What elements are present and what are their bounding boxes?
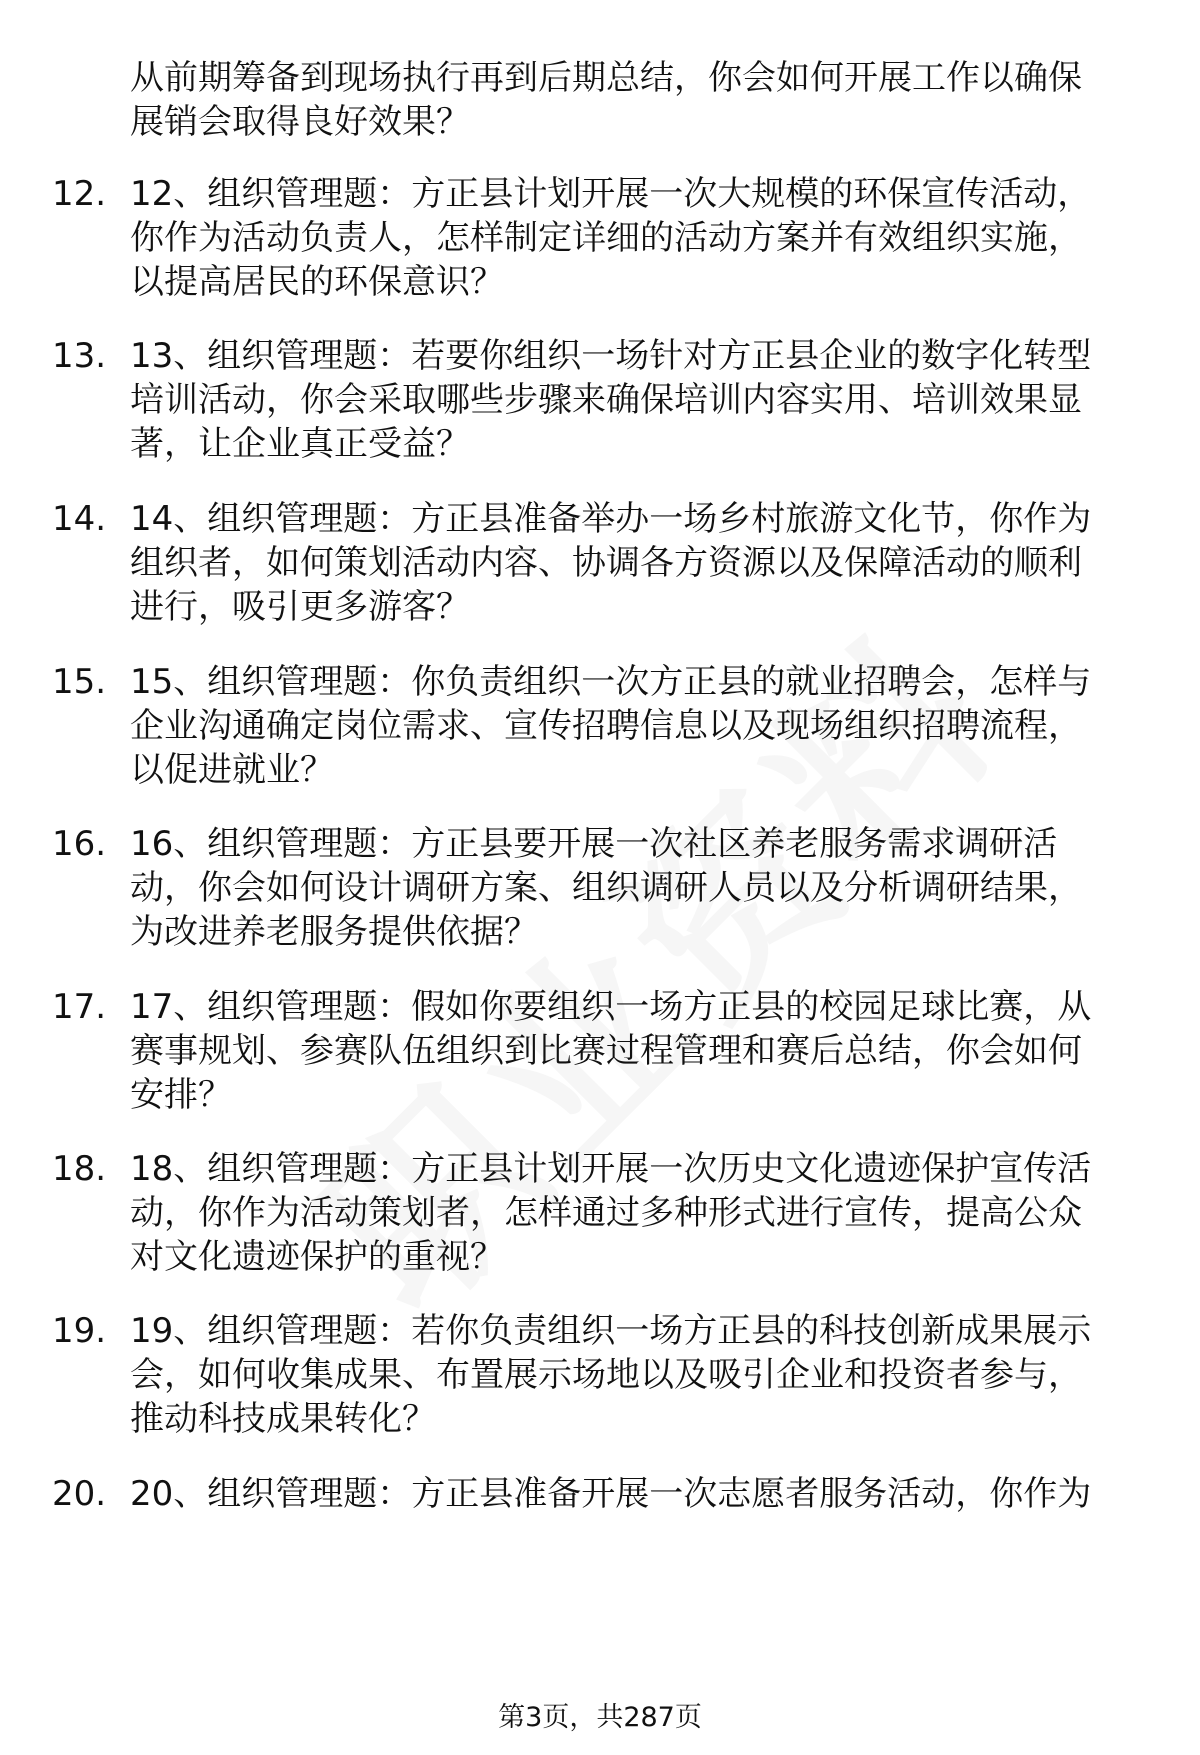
question-line: 动，你会如何设计调研方案、组织调研人员以及分析调研结果， (130, 868, 1082, 908)
question-line: 17、组织管理题：假如你要组织一场方正县的校园足球比赛，从 (130, 987, 1092, 1027)
question-line: 赛事规划、参赛队伍组织到比赛过程管理和赛后总结，你会如何 (130, 1031, 1082, 1071)
question-line: 13、组织管理题：若要你组织一场针对方正县企业的数字化转型 (130, 336, 1092, 376)
question-line: 15、组织管理题：你负责组织一次方正县的就业招聘会，怎样与 (130, 662, 1092, 702)
question-line: 培训活动，你会采取哪些步骤来确保培训内容实用、培训效果显 (130, 380, 1082, 420)
question-line: 14、组织管理题：方正县准备举办一场乡村旅游文化节，你作为 (130, 499, 1092, 539)
question-line: 会，如何收集成果、布置展示场地以及吸引企业和投资者参与， (130, 1355, 1082, 1395)
question-line: 动，你作为活动策划者，怎样通过多种形式进行宣传，提高公众 (130, 1193, 1082, 1233)
question-line: 你作为活动负责人，怎样制定详细的活动方案并有效组织实施， (130, 218, 1082, 258)
question-line: 安排？ (130, 1075, 232, 1115)
question-number: 13. (52, 336, 107, 376)
page-number: 第3页，共287页 (498, 1702, 702, 1733)
question-line: 以促进就业？ (130, 750, 334, 790)
question-number: 19. (52, 1311, 107, 1351)
question-line: 推动科技成果转化？ (130, 1399, 436, 1439)
question-line: 对文化遗迹保护的重视？ (130, 1237, 504, 1277)
continuation-line: 从前期筹备到现场执行再到后期总结，你会如何开展工作以确保 (130, 58, 1082, 98)
question-line: 进行，吸引更多游客？ (130, 587, 470, 627)
question-number: 14. (52, 499, 107, 539)
question-line: 组织者，如何策划活动内容、协调各方资源以及保障活动的顺利 (130, 543, 1082, 583)
question-line: 18、组织管理题：方正县计划开展一次历史文化遗迹保护宣传活 (130, 1149, 1092, 1189)
question-number: 20. (52, 1474, 107, 1514)
question-line: 19、组织管理题：若你负责组织一场方正县的科技创新成果展示 (130, 1311, 1092, 1351)
question-line: 12、组织管理题：方正县计划开展一次大规模的环保宣传活动， (130, 174, 1092, 214)
question-line: 20、组织管理题：方正县准备开展一次志愿者服务活动，你作为 (130, 1474, 1092, 1514)
question-number: 12. (52, 174, 107, 214)
question-line: 16、组织管理题：方正县要开展一次社区养老服务需求调研活 (130, 824, 1058, 864)
question-line: 以提高居民的环保意识？ (130, 262, 504, 302)
question-number: 18. (52, 1149, 107, 1189)
question-number: 17. (52, 987, 107, 1027)
continuation-line: 展销会取得良好效果？ (130, 102, 470, 142)
question-number: 16. (52, 824, 107, 864)
question-number: 15. (52, 662, 107, 702)
question-line: 为改进养老服务提供依据？ (130, 912, 538, 952)
question-line: 著，让企业真正受益？ (130, 424, 470, 464)
question-line: 企业沟通确定岗位需求、宣传招聘信息以及现场组织招聘流程， (130, 706, 1082, 746)
